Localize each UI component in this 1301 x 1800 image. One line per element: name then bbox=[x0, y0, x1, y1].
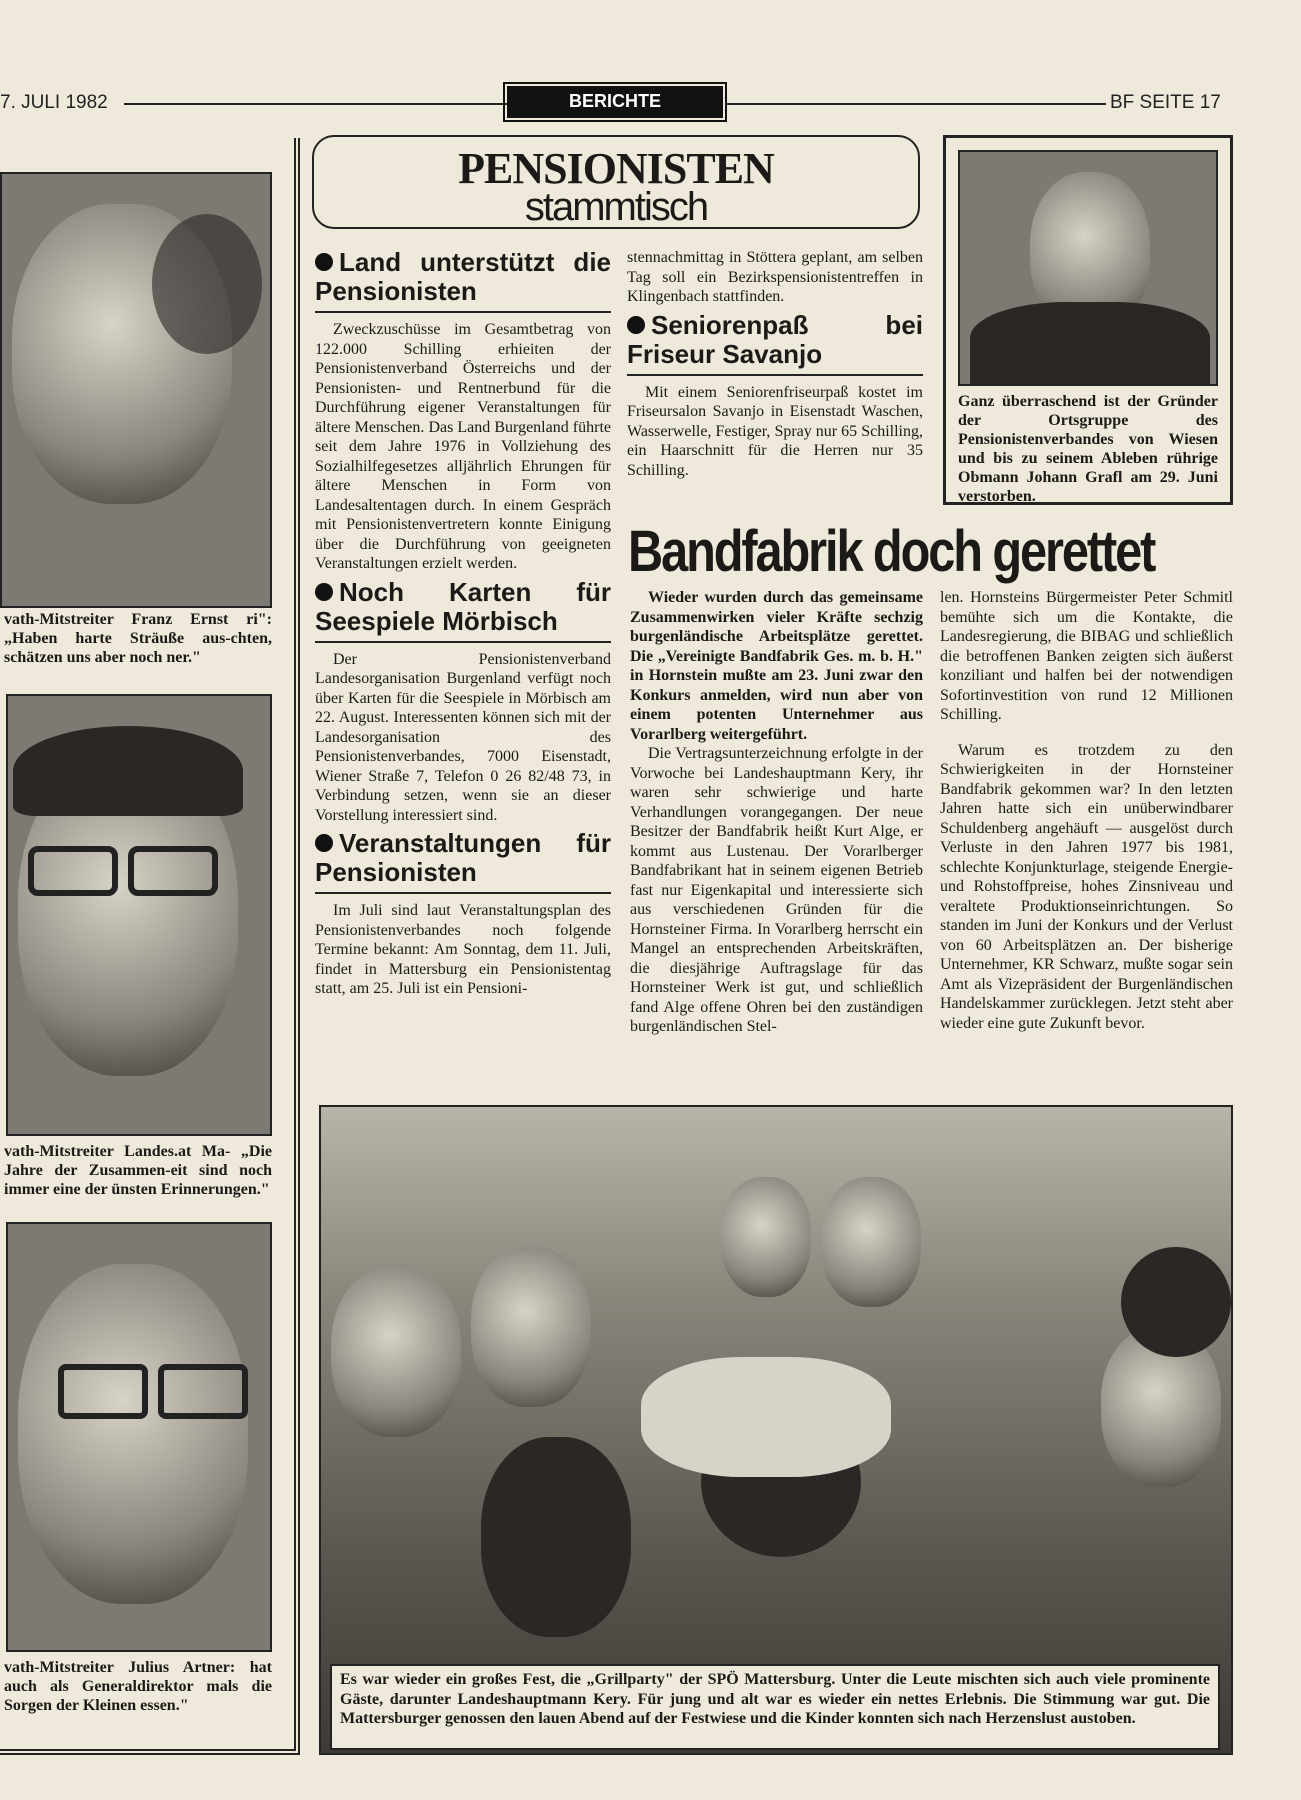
page-number: BF SEITE 17 bbox=[1110, 92, 1221, 113]
item-body: Im Juli sind laut Veranstaltungsplan des Pensionistenverbandes noch folgende Termine bekannt: Am Sonntag, dem 11. Juli, findet in Mattersburg ein Pensionistentag statt, am 25. Juli ist ein Pensioni- bbox=[315, 902, 611, 997]
party-photo bbox=[319, 1105, 1233, 1755]
item-heading: Noch Karten für Seespiele Mörbisch bbox=[315, 578, 611, 643]
bullet-icon bbox=[315, 253, 333, 271]
bullet-icon bbox=[627, 316, 645, 334]
article-column-2 bbox=[940, 588, 1233, 1033]
item-body: Der Pensionistenverband Landesorganisation Burgenland verfügt noch über Karten für die Seespiele in Mörbisch am 22. August. Interessenten können sich mit der Landesorganisation des Pensionistenverbandes, 7000 Eisenstadt, Wiener Straße 7, Telefon 0 26 82/48 73, in Verbindung setzen, wenn sie an dieser Vorstellung interessiert sind. bbox=[315, 650, 611, 824]
article-paragraph: Die Vertragsunterzeichnung erfolgte in der Vorwoche bei Landeshauptmann Kery, ihr waren sehr schwierige und harte Verhandlungen vorangegangen. Der neue Besitzer der Bandfabrik heißt Kurt Alge, er kommt aus Lustenau. Der Vorarlberger Bandfabrikant hat in seinem eigenen Betrieb fast nur Eigenkapital und interessierte sich aus verschiedenen Gründen für die Hornsteiner Firma. In Vorarlberg herrscht ein Mangel an entsprechenden Arbeitskräften, die diesjährige Auftragslage für das Hornsteiner Werk ist gut, und schließlich fand Alge offene Ohren bei den zuständigen burgenländischen Stel- bbox=[630, 745, 923, 1035]
obituary-photo bbox=[958, 150, 1218, 386]
section-label: BERICHTE bbox=[507, 86, 723, 118]
column-subtitle: stammtisch bbox=[524, 185, 708, 229]
column-title: PENSIONISTEN bbox=[458, 144, 774, 193]
bullet-icon bbox=[315, 583, 333, 601]
item-body-continued: stennachmittag in Stöttera geplant, am selben Tag soll ein Bezirkspensionistentreffen in Klingenbach stattfinden. bbox=[627, 249, 923, 305]
article-column-1 bbox=[630, 588, 923, 1037]
article-paragraph-continued: len. Hornsteins Bürgermeister Peter Schmitl bemühte sich um die Kontakte, die Landesregierung, die BIBAG und schließlich die betroffenen Banken zeigten sich äußerst konziliant und halfen bei der notwendigen Sofortinvestition von rund 12 Millionen Schilling. bbox=[940, 589, 1233, 723]
item-body: Zweckzuschüsse im Gesamtbetrag von 122.000 Schilling erhieiten der Pensionistenverband Österreichs und der Pensionisten- und Rentnerbund für die Durchführung eigener Veranstaltungen für ältere Menschen. Das Land Burgenland führte seit dem Jahre 1976 in Vollziehung des Sozialhilfegesetzes alljährlich Ehrungen für ältere Menschen in Form von Landesaltentagen durch. In einem Gespräch mit Pensionistenvertretern konnte Einigung über die Durchführung von geeigneten Veranstaltungen erzielt werden. bbox=[315, 321, 611, 572]
bullet-icon bbox=[315, 834, 333, 852]
news-column-a bbox=[315, 244, 611, 999]
obituary-caption: Ganz überraschend ist der Gründer der Ortsgruppe des Pensionistenverbandes von Wiesen und bis zu seinem Ableben rührige Obmann Johann Grafl am 29. Juni verstorben. bbox=[958, 393, 1218, 505]
item-heading: Veranstaltungen für Pensionisten bbox=[315, 829, 611, 894]
column-title-box bbox=[312, 135, 920, 229]
news-column-b bbox=[627, 248, 923, 480]
portrait-caption-2: vath-Mitstreiter Landes.at Ma- „Die Jahre der Zusammen-eit sind noch immer eine der ünsten Erinnerungen." bbox=[4, 1143, 272, 1198]
obituary-box bbox=[943, 135, 1233, 505]
item-heading: Land unterstützt die Pensionisten bbox=[315, 248, 611, 313]
issue-date: 7. JULI 1982 bbox=[0, 92, 108, 113]
portrait-photo-1 bbox=[0, 172, 272, 608]
item-heading: Seniorenpaß bei Friseur Savanjo bbox=[627, 311, 923, 376]
header-rule-left bbox=[124, 103, 507, 105]
portrait-caption-1: vath-Mitstreiter Franz Ernst ri": „Haben harte Sträuße aus-chten, schätzen uns aber noch ner." bbox=[4, 611, 272, 666]
party-photo-caption: Es war wieder ein großes Fest, die „Grillparty" der SPÖ Mattersburg. Unter die Leute mischten sich auch viele prominente Gäste, darunter Landeshauptmann Kery. Für jung und alt war es wieder ein nettes Erlebnis. Die Stimmung war gut. Die Mattersburger genossen den lauen Abend auf der Festwiese und die Kinder konnten sich nach Herzenslust austoben. bbox=[330, 1664, 1220, 1750]
item-body: Mit einem Seniorenfriseurpaß kostet im Friseursalon Savanjo in Eisenstadt Waschen, Wasserwelle, Festiger, Spray nur 65 Schilling, ein Haarschnitt für die Herren nur 35 Schilling. bbox=[627, 383, 923, 479]
article-headline: Bandfabrik doch gerettet bbox=[628, 519, 1155, 584]
article-lead: Wieder wurden durch das gemeinsame Zusammenwirken vieler Kräfte sechzig burgenländische Arbeitsplätze gerettet. Die „Vereinigte Bandfabrik Ges. m. b. H." in Hornstein mußte am 23. Juni zwar den Konkurs anmelden, wird nun aber von einem potenten Unternehmer aus Vorarlberg weitergeführt. bbox=[630, 589, 923, 743]
portrait-caption-3: vath-Mitstreiter Julius Artner: hat auch als Generaldirektor mals die Sorgen der Kleinen essen." bbox=[4, 1659, 272, 1714]
portrait-photo-3 bbox=[6, 1222, 272, 1652]
header-rule-right bbox=[726, 103, 1106, 105]
article-paragraph: Warum es trotzdem zu den Schwierigkeiten in der Hornsteiner Bandfabrik gekommen war? In den letzten Jahren hatte sich ein unüberwindbarer Schuldenberg angehäuft — ausgelöst durch Verluste in den Jahren 1977 bis 1981, schlechte Konjunkturlage, steigende Energie- und Rohstoffpreise, hohes Zinsniveau und veraltete Produktionseinrichtungen. So standen im Juni der Konkurs und der Verlust von 60 Arbeitsplätzen an. Der bisherige Unternehmer, KR Schwarz, mußte sogar sein Amt als Vizepräsident der Burgenländischen Handelskammer zurücklegen. Jetzt steht aber wieder eine gute Zukunft bevor. bbox=[940, 741, 1233, 1032]
portrait-photo-2 bbox=[6, 694, 272, 1136]
